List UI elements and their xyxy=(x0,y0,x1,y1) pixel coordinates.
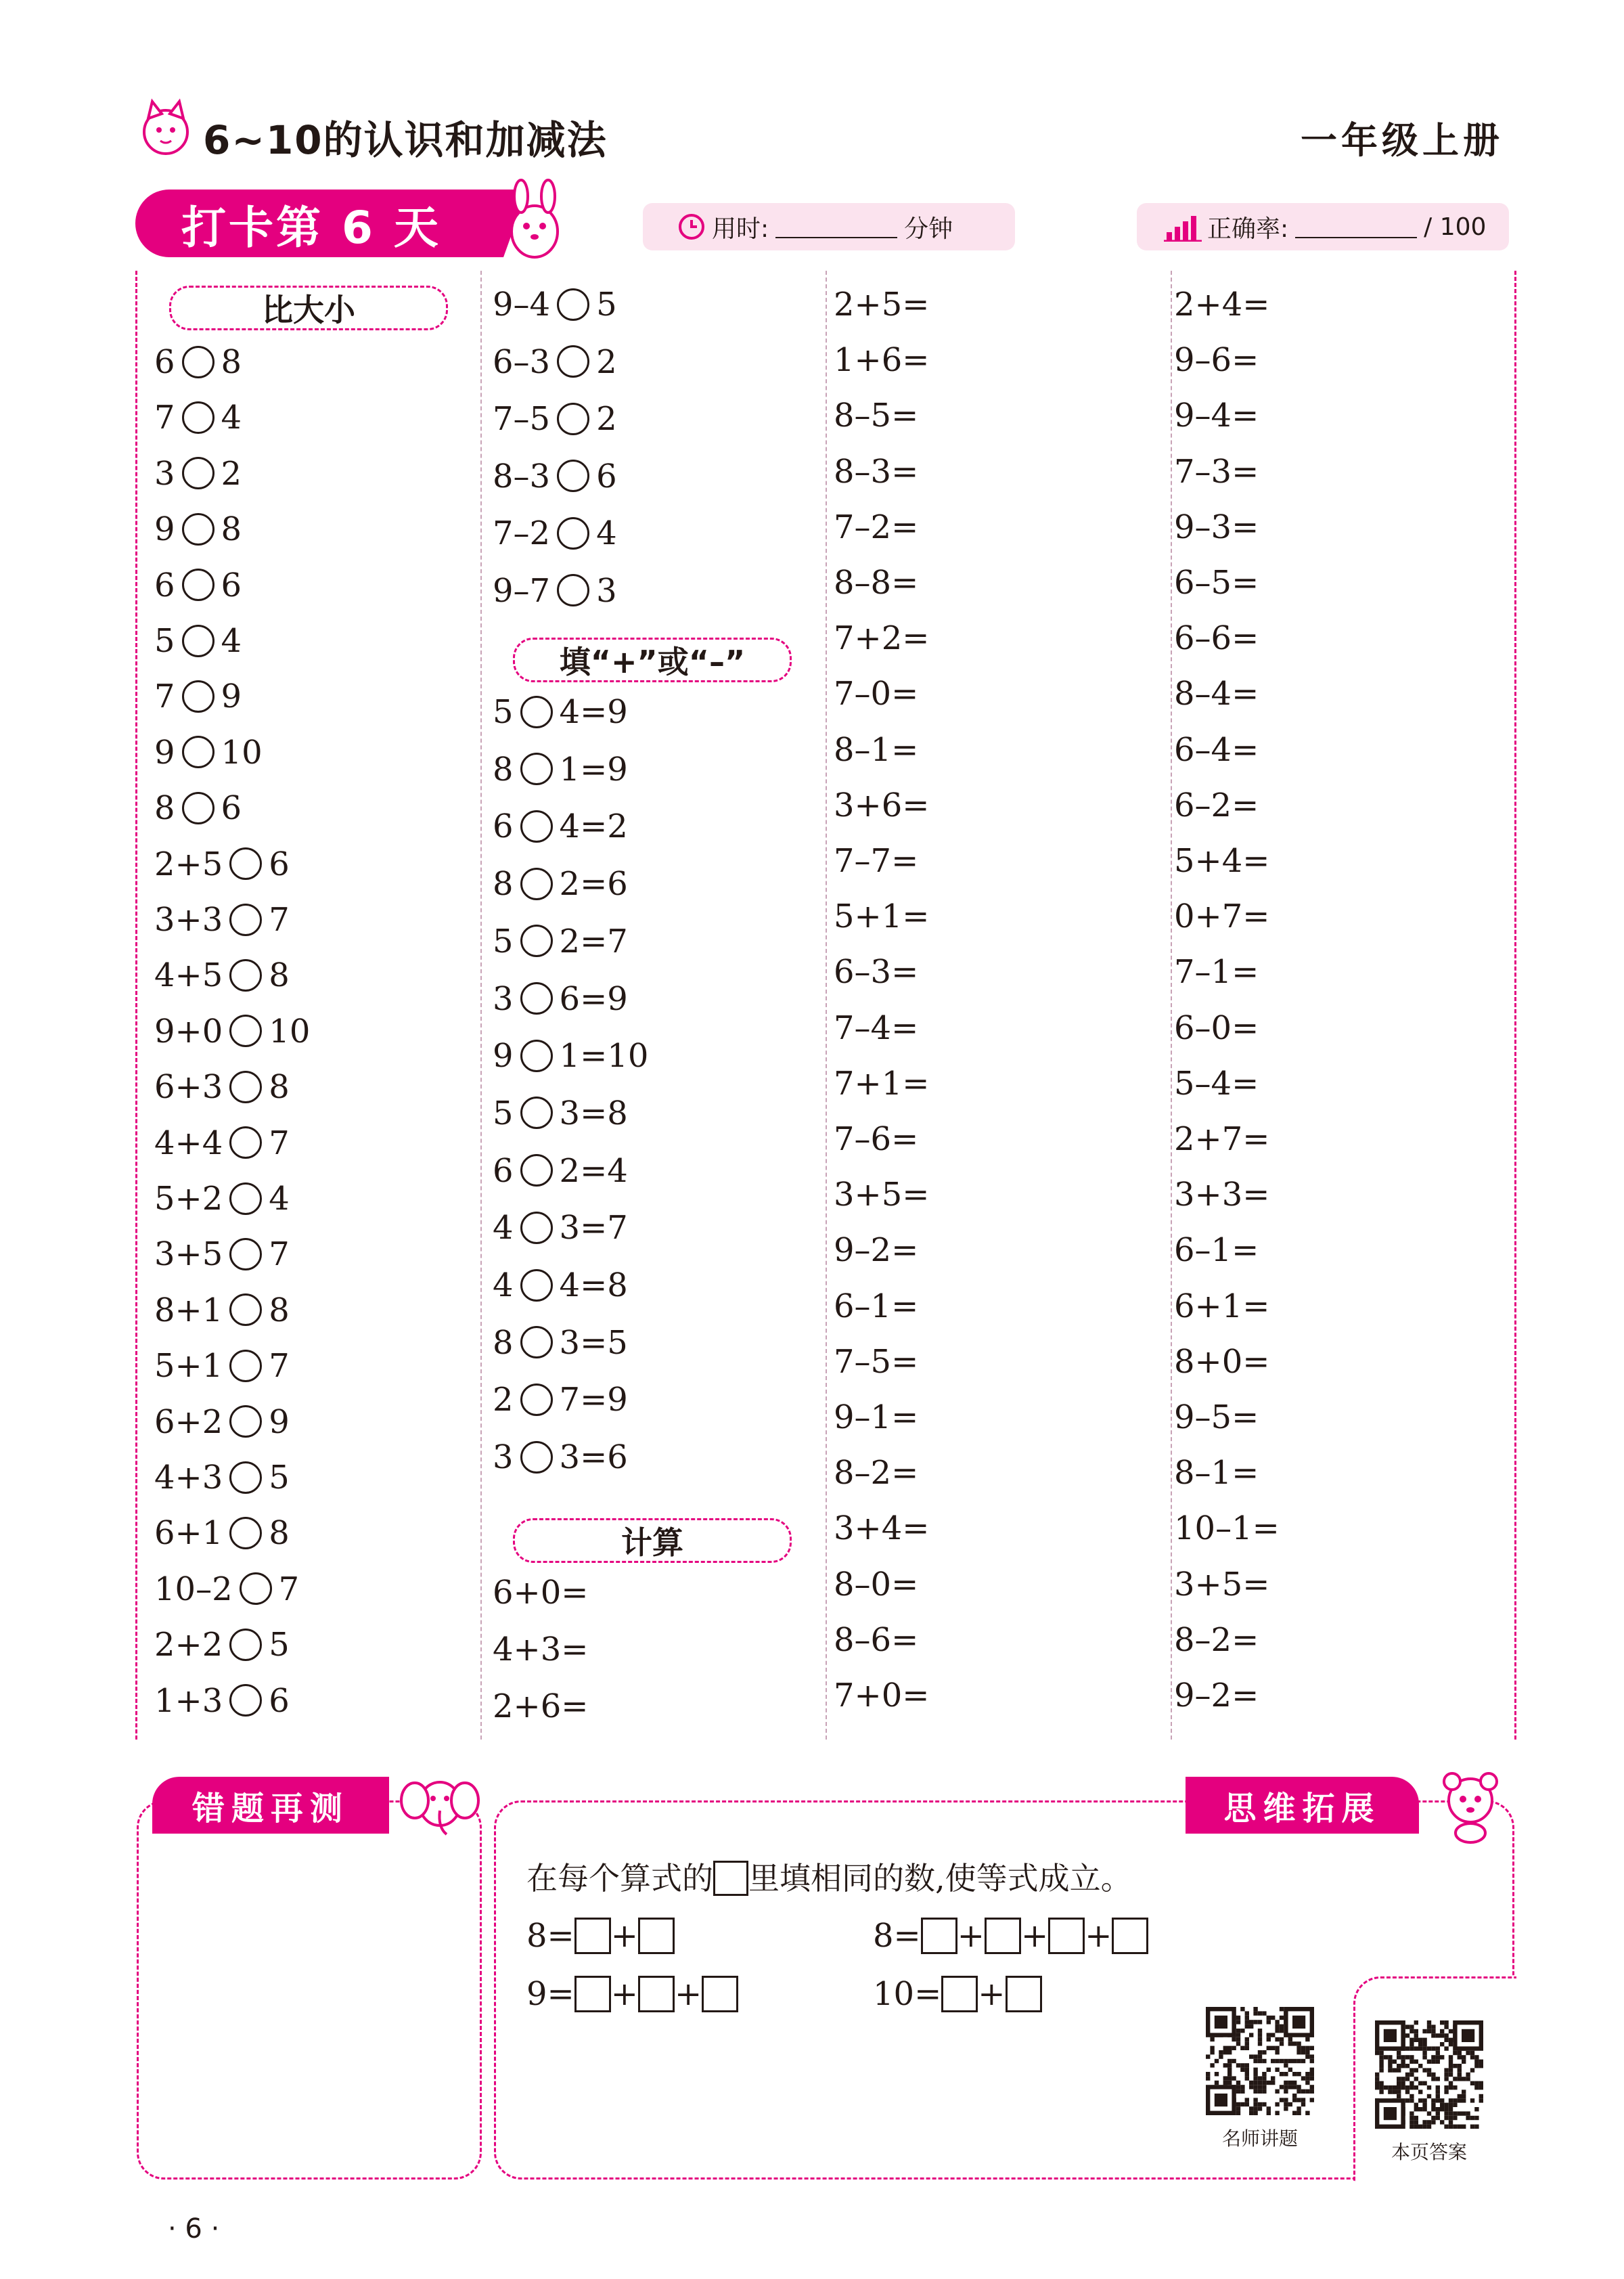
answer-circle[interactable] xyxy=(520,1269,553,1302)
answer-circle[interactable] xyxy=(557,460,589,492)
thinking-tag: 思维拓展 xyxy=(1186,1777,1419,1834)
compare-item: 9 10 xyxy=(154,733,263,772)
answer-circle[interactable] xyxy=(182,457,215,489)
compare-item: 5+2 4 xyxy=(154,1180,290,1218)
calc-item[interactable]: 5+4= xyxy=(1174,842,1270,880)
compare-item: 4+5 8 xyxy=(154,956,290,995)
bar-chart-icon xyxy=(1164,212,1202,242)
fill-sign-item: 8 2=6 xyxy=(493,865,628,904)
answer-circle[interactable] xyxy=(229,959,262,992)
calc-item[interactable]: 7–2= xyxy=(834,508,919,546)
calc-item[interactable]: 6–2= xyxy=(1174,786,1259,824)
calc-item[interactable]: 9–3= xyxy=(1174,508,1259,546)
compare-item: 5+1 7 xyxy=(154,1347,290,1386)
day-banner: 打卡第 6 天 xyxy=(135,190,487,257)
answer-box[interactable] xyxy=(638,1918,675,1954)
calc-item[interactable]: 4+3= xyxy=(493,1631,589,1668)
elephant-mascot-icon xyxy=(396,1763,484,1844)
compare-item: 9–7 3 xyxy=(493,571,617,610)
compare-item: 9–4 5 xyxy=(493,286,617,324)
answer-box[interactable] xyxy=(1006,1976,1042,2012)
equation-row-1: 8= + xyxy=(526,1916,675,1957)
answer-circle[interactable] xyxy=(557,345,589,378)
compare-item: 3+5 7 xyxy=(154,1235,290,1274)
calc-item[interactable]: 9–2= xyxy=(1174,1677,1259,1714)
answer-circle[interactable] xyxy=(229,1293,262,1326)
section-title-fill-sign: 填“+”或“–” xyxy=(513,638,792,682)
calc-item[interactable]: 6–5= xyxy=(1174,564,1259,602)
calc-item[interactable]: 7+2= xyxy=(834,619,930,658)
accuracy-label: 正确率: xyxy=(1207,215,1289,243)
answer-circle[interactable] xyxy=(520,1154,553,1187)
compare-item: 7–5 2 xyxy=(493,400,617,438)
answer-circle[interactable] xyxy=(229,1182,262,1215)
answer-circle[interactable] xyxy=(520,1040,553,1072)
answer-circle[interactable] xyxy=(229,1684,262,1717)
calc-item[interactable]: 7–1= xyxy=(1174,953,1259,992)
answer-circle[interactable] xyxy=(182,513,215,546)
kitten-mascot-icon xyxy=(132,95,200,162)
calc-item[interactable]: 8–8= xyxy=(834,564,919,602)
fill-sign-item: 2 7=9 xyxy=(493,1381,628,1419)
column-divider-2 xyxy=(826,271,827,1740)
qr-caption-teacher: 名师讲题 xyxy=(1221,2127,1298,2150)
equation-row-2: 9= + + xyxy=(526,1974,738,2015)
fill-sign-item: 5 4=9 xyxy=(493,693,628,731)
answer-circle[interactable] xyxy=(557,288,589,321)
fill-sign-item: 3 6=9 xyxy=(493,979,628,1018)
calc-item[interactable]: 3+6= xyxy=(834,786,930,824)
calc-item[interactable]: 9–5= xyxy=(1174,1398,1259,1436)
fill-sign-item: 4 4=8 xyxy=(493,1266,628,1304)
compare-item: 6+1 8 xyxy=(154,1514,290,1553)
calc-item[interactable]: 6–3= xyxy=(834,953,919,992)
compare-item: 9 8 xyxy=(154,510,242,549)
calc-item[interactable]: 2+7= xyxy=(1174,1120,1270,1158)
answer-circle[interactable] xyxy=(229,1405,262,1438)
calc-item[interactable]: 1+6= xyxy=(834,341,930,380)
calc-item[interactable]: 3+3= xyxy=(1174,1176,1270,1214)
calc-item[interactable]: 2+4= xyxy=(1174,286,1270,324)
calc-item[interactable]: 6–1= xyxy=(1174,1231,1259,1270)
compare-item: 9+0 10 xyxy=(154,1012,311,1050)
answer-circle[interactable] xyxy=(520,1384,553,1416)
calc-item[interactable]: 2+5= xyxy=(834,286,930,324)
grade-label: 一年级上册 xyxy=(1301,119,1504,162)
fill-sign-item: 5 3=8 xyxy=(493,1094,628,1132)
calc-item[interactable]: 7–6= xyxy=(834,1120,919,1158)
compare-item: 4+3 5 xyxy=(154,1459,290,1497)
calc-item[interactable]: 6–0= xyxy=(1174,1009,1259,1047)
compare-item: 6–3 2 xyxy=(493,342,617,381)
calc-item[interactable]: 7–5= xyxy=(834,1342,919,1381)
time-blank[interactable] xyxy=(775,215,897,238)
answer-circle[interactable] xyxy=(229,1238,262,1270)
answer-circle[interactable] xyxy=(520,1097,553,1129)
calc-item[interactable]: 7–3= xyxy=(1174,452,1259,491)
calc-item[interactable]: 3+4= xyxy=(834,1509,930,1548)
clock-icon xyxy=(677,212,706,242)
answer-circle[interactable] xyxy=(182,569,215,601)
answer-circle[interactable] xyxy=(557,574,589,606)
compare-item: 1+3 6 xyxy=(154,1681,290,1720)
compare-item: 5 4 xyxy=(154,622,242,660)
example-box xyxy=(713,1861,748,1896)
answer-circle[interactable] xyxy=(229,847,262,880)
calc-item[interactable]: 8–6= xyxy=(834,1620,919,1659)
answer-box[interactable] xyxy=(1048,1918,1085,1954)
answer-circle[interactable] xyxy=(229,904,262,936)
answer-box[interactable] xyxy=(574,1918,611,1954)
fill-sign-item: 5 2=7 xyxy=(493,922,628,960)
calc-item[interactable]: 8–1= xyxy=(1174,1454,1259,1492)
answer-circle[interactable] xyxy=(229,1629,262,1661)
calc-item[interactable]: 6+0= xyxy=(493,1574,589,1612)
qr-code-icon[interactable] xyxy=(1206,2007,1314,2115)
answer-circle[interactable] xyxy=(520,810,553,843)
compare-item: 4+4 7 xyxy=(154,1124,290,1162)
calc-item[interactable]: 3+5= xyxy=(834,1176,930,1214)
column-border-right xyxy=(1514,271,1516,1740)
calc-item[interactable]: 0+7= xyxy=(1174,898,1270,936)
fill-sign-item: 8 3=5 xyxy=(493,1323,628,1362)
compare-item: 7 9 xyxy=(154,678,242,716)
bear-mascot-icon xyxy=(1426,1760,1514,1848)
answer-circle[interactable] xyxy=(520,925,553,957)
calc-item[interactable]: 7–4= xyxy=(834,1009,919,1047)
calc-item[interactable]: 8–1= xyxy=(834,730,919,769)
fill-sign-item: 9 1=10 xyxy=(493,1037,649,1076)
calc-item[interactable]: 9–1= xyxy=(834,1398,919,1436)
column-divider-1 xyxy=(480,271,482,1740)
answer-box[interactable] xyxy=(702,1976,738,2012)
calc-item[interactable]: 6–6= xyxy=(1174,619,1259,658)
accuracy-box xyxy=(1137,203,1509,250)
calc-item[interactable]: 8–5= xyxy=(834,397,919,435)
answer-circle[interactable] xyxy=(229,1126,262,1159)
compare-item: 8–3 6 xyxy=(493,457,617,495)
time-box xyxy=(643,203,1015,250)
calc-item[interactable]: 9–6= xyxy=(1174,341,1259,380)
answer-box[interactable] xyxy=(574,1976,611,2012)
calc-item[interactable]: 8–0= xyxy=(834,1565,919,1603)
answer-circle[interactable] xyxy=(240,1572,272,1605)
answer-circle[interactable] xyxy=(182,680,215,713)
fill-sign-item: 6 2=4 xyxy=(493,1151,628,1190)
answer-circle[interactable] xyxy=(520,868,553,900)
accuracy-blank[interactable] xyxy=(1295,215,1417,238)
fill-sign-item: 3 3=6 xyxy=(493,1438,628,1477)
accuracy-total: / 100 xyxy=(1424,213,1487,241)
calc-item[interactable]: 6+1= xyxy=(1174,1287,1270,1325)
calc-item[interactable]: 7+0= xyxy=(834,1677,930,1714)
column-divider-3 xyxy=(1171,271,1172,1740)
answer-box[interactable] xyxy=(638,1976,675,2012)
time-unit: 分钟 xyxy=(904,215,953,243)
fill-sign-item: 8 1=9 xyxy=(493,750,628,789)
compare-item: 8+1 8 xyxy=(154,1291,290,1329)
answer-box[interactable] xyxy=(941,1976,978,2012)
equation-row-3: 8= + + + xyxy=(873,1916,1148,1957)
kangaroo-mascot-icon xyxy=(494,177,575,265)
fill-sign-item: 4 3=7 xyxy=(493,1209,628,1247)
column-border-left xyxy=(135,271,137,1740)
compare-item: 2+2 5 xyxy=(154,1626,290,1664)
calc-item[interactable]: 6–1= xyxy=(834,1287,919,1325)
answer-circle[interactable] xyxy=(520,1212,553,1244)
answer-circle[interactable] xyxy=(520,1441,553,1474)
equation-row-4: 10= + xyxy=(873,1974,1042,2015)
answer-circle[interactable] xyxy=(520,1326,553,1358)
calc-item[interactable]: 7–7= xyxy=(834,842,919,880)
calc-item[interactable]: 8–4= xyxy=(1174,675,1259,713)
chapter-title: 6~10的认识和加减法 xyxy=(203,117,608,163)
section-title-calc: 计算 xyxy=(513,1518,792,1563)
calc-item[interactable]: 10–1= xyxy=(1174,1509,1280,1548)
answer-box[interactable] xyxy=(1112,1918,1148,1954)
calc-item[interactable]: 8–2= xyxy=(1174,1620,1259,1659)
calc-item[interactable]: 2+6= xyxy=(493,1687,589,1725)
answer-box[interactable] xyxy=(921,1918,957,1954)
calc-item[interactable]: 8–2= xyxy=(834,1454,919,1492)
calc-item[interactable]: 3+5= xyxy=(1174,1565,1270,1603)
retest-panel[interactable] xyxy=(137,1800,482,2180)
page-number: · 6 · xyxy=(168,2213,220,2244)
calc-item[interactable]: 7+1= xyxy=(834,1064,930,1103)
answer-circle[interactable] xyxy=(557,403,589,435)
calc-item[interactable]: 9–4= xyxy=(1174,397,1259,435)
compare-item: 2+5 6 xyxy=(154,845,290,883)
answer-circle[interactable] xyxy=(182,736,215,768)
calc-item[interactable]: 8–3= xyxy=(834,452,919,491)
compare-item: 7–2 4 xyxy=(493,514,617,552)
calc-item[interactable]: 9–2= xyxy=(834,1231,919,1270)
answer-circle[interactable] xyxy=(229,1071,262,1103)
answer-box[interactable] xyxy=(985,1918,1021,1954)
compare-item: 6 6 xyxy=(154,566,242,604)
answer-circle[interactable] xyxy=(182,401,215,434)
compare-item: 3+3 7 xyxy=(154,901,290,939)
calc-item[interactable]: 6–4= xyxy=(1174,730,1259,769)
answer-circle[interactable] xyxy=(520,696,553,728)
section-title-compare: 比大小 xyxy=(169,286,448,330)
answer-circle[interactable] xyxy=(182,792,215,824)
retest-tag: 错题再测 xyxy=(152,1777,389,1834)
answer-circle[interactable] xyxy=(229,1517,262,1549)
answer-circle[interactable] xyxy=(520,982,553,1015)
time-label: 用时: xyxy=(712,215,769,243)
calc-item[interactable]: 5+1= xyxy=(834,898,930,936)
compare-item: 8 6 xyxy=(154,789,242,828)
thinking-instruction: 在每个算式的 里填相同的数,使等式成立。 xyxy=(526,1860,1132,1897)
calc-item[interactable]: 8+0= xyxy=(1174,1342,1270,1381)
compare-item: 6 8 xyxy=(154,343,242,381)
compare-item: 6+2 9 xyxy=(154,1402,290,1441)
answer-circle[interactable] xyxy=(182,346,215,378)
calc-item[interactable]: 7–0= xyxy=(834,675,919,713)
compare-item: 10–2 7 xyxy=(154,1570,300,1608)
answer-circle[interactable] xyxy=(229,1350,262,1382)
compare-item: 7 4 xyxy=(154,399,242,437)
qr-caption-answers: 本页答案 xyxy=(1391,2141,1467,2163)
fill-sign-item: 6 4=2 xyxy=(493,807,628,846)
qr-code-icon[interactable] xyxy=(1375,2020,1483,2129)
answer-circle[interactable] xyxy=(182,625,215,657)
answer-circle[interactable] xyxy=(557,517,589,550)
answer-circle[interactable] xyxy=(229,1461,262,1494)
answer-circle[interactable] xyxy=(229,1015,262,1047)
compare-item: 3 2 xyxy=(154,454,242,493)
calc-item[interactable]: 5–4= xyxy=(1174,1064,1259,1103)
compare-item: 6+3 8 xyxy=(154,1068,290,1107)
answer-circle[interactable] xyxy=(520,753,553,785)
